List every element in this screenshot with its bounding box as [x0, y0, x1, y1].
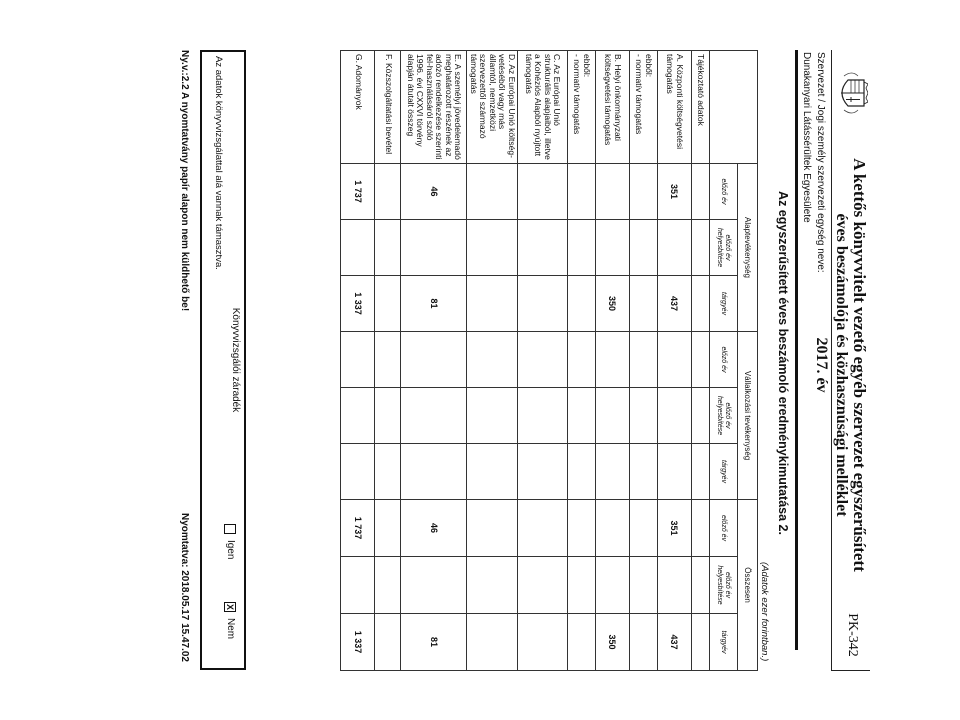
value-cell	[375, 276, 401, 332]
value-cell	[401, 220, 467, 276]
table-row	[401, 51, 467, 671]
value-cell: 1 737	[341, 500, 375, 557]
table-row	[467, 51, 518, 671]
audit-clause-box	[200, 50, 246, 670]
value-cell	[568, 557, 596, 614]
subheader-cell: előző év	[710, 500, 738, 557]
value-cell	[568, 332, 596, 388]
subheader-cell: tárgyév	[710, 276, 738, 332]
coat-of-arms-icon	[834, 58, 868, 128]
value-cell	[401, 557, 467, 614]
value-cell	[467, 276, 518, 332]
row-label: F. Közszolgáltatási bevétel	[375, 51, 401, 164]
value-cell	[596, 557, 630, 614]
value-cell	[596, 332, 630, 388]
value-cell	[692, 164, 710, 220]
table-row	[630, 51, 658, 671]
value-cell	[658, 332, 692, 388]
value-cell	[692, 332, 710, 388]
rotated-form-page	[90, 50, 870, 670]
table-row	[692, 51, 710, 671]
value-cell	[518, 164, 568, 220]
value-cell	[568, 388, 596, 444]
audit-clause-text: Az adatok könyvvizsgálattal alá vannak támasztva.	[213, 56, 224, 270]
form-code: PK-342	[845, 613, 860, 657]
value-cell	[467, 444, 518, 500]
value-cell	[692, 388, 710, 444]
value-cell: 351	[658, 164, 692, 220]
value-cell	[568, 164, 596, 220]
audit-clause-title: Könyvvizsgálói záradék	[230, 307, 241, 413]
subheader-cell: előző év helyesbítése	[710, 557, 738, 614]
value-cell	[658, 220, 692, 276]
value-cell	[692, 276, 710, 332]
value-cell: 1 737	[341, 164, 375, 220]
value-cell	[375, 557, 401, 614]
group-header-total: Összesen	[738, 500, 758, 671]
value-cell	[630, 164, 658, 220]
document-title-line2: éves beszámolója és közhasznúsági melléklet	[833, 213, 850, 517]
value-cell	[467, 500, 518, 557]
subheader-cell: előző év	[710, 332, 738, 388]
audit-yes-checkbox[interactable]	[224, 524, 236, 534]
value-cell	[401, 332, 467, 388]
value-cell	[518, 276, 568, 332]
value-cell: 81	[401, 614, 467, 671]
value-cell	[341, 388, 375, 444]
value-cell	[341, 557, 375, 614]
row-label: D. Az Európai Unió költség-vetéséből vagy más államtól, nemzetközi szervezettől származó támogatás	[467, 51, 518, 164]
value-cell	[518, 332, 568, 388]
organization-name: Dunakanyari Látássérültek Egyesülete	[801, 52, 812, 223]
organization-label: Szervezet / Jogi személy szervezeti egység neve:	[815, 52, 826, 273]
footer-print-timestamp: Nyomtatva: 2018.05.17 15.47.02	[179, 513, 190, 662]
organization-underline	[795, 50, 798, 650]
value-cell	[518, 614, 568, 671]
table-row	[341, 51, 375, 671]
value-cell	[375, 614, 401, 671]
table-row	[375, 51, 401, 671]
value-cell	[568, 444, 596, 500]
row-label: ebből: - normatív támogatás	[568, 51, 596, 164]
value-cell	[596, 388, 630, 444]
value-cell	[692, 614, 710, 671]
subheader-cell: tárgyév	[710, 614, 738, 671]
value-cell	[630, 444, 658, 500]
value-cell	[692, 500, 710, 557]
table-corner	[710, 51, 758, 164]
value-cell	[518, 557, 568, 614]
value-cell: 1 337	[341, 276, 375, 332]
value-cell	[341, 444, 375, 500]
subheader-cell: előző év	[710, 164, 738, 220]
table-body	[341, 51, 710, 671]
subheader-cell: előző év helyesbítése	[710, 388, 738, 444]
value-cell	[630, 557, 658, 614]
audit-no-label: Nem	[225, 618, 236, 640]
value-cell	[630, 276, 658, 332]
value-cell: 350	[596, 276, 630, 332]
subheader-cell: előző év helyesbítése	[710, 220, 738, 276]
row-label: ebből: - normatív támogatás	[630, 51, 658, 164]
value-cell: 350	[596, 614, 630, 671]
value-cell	[401, 444, 467, 500]
value-cell: 1 337	[341, 614, 375, 671]
table-row	[568, 51, 596, 671]
value-cell	[375, 444, 401, 500]
value-cell	[375, 164, 401, 220]
value-cell	[630, 614, 658, 671]
group-header-business: Vállalkozási tevékenység	[738, 332, 758, 500]
footer-version-note: Ny.v.:2.2 A nyomtatvány papír alapon nem küldhető be!	[179, 50, 190, 312]
value-cell	[568, 614, 596, 671]
value-cell	[630, 500, 658, 557]
value-cell	[401, 388, 467, 444]
value-cell	[467, 388, 518, 444]
value-cell	[596, 500, 630, 557]
row-label: A. Központi költségvetési támogatás	[658, 51, 692, 164]
value-cell	[375, 220, 401, 276]
value-cell: 437	[658, 276, 692, 332]
value-cell	[692, 444, 710, 500]
audit-no-checkbox[interactable]: X	[225, 603, 235, 610]
value-cell	[596, 220, 630, 276]
value-cell	[375, 500, 401, 557]
audit-yes-label: Igen	[225, 540, 236, 560]
row-label: C. Az Európai Unió strukturális alapjaiból, illetve a Kohéziós Alapból nyújtott támogatás	[518, 51, 568, 164]
value-cell	[341, 220, 375, 276]
units-note: (Adatok ezer forintban.)	[759, 562, 770, 662]
value-cell	[630, 388, 658, 444]
value-cell	[568, 500, 596, 557]
value-cell	[518, 444, 568, 500]
document-year: 2017. év	[813, 337, 830, 393]
value-cell	[658, 444, 692, 500]
value-cell	[467, 557, 518, 614]
value-cell	[467, 614, 518, 671]
value-cell	[467, 332, 518, 388]
value-cell: 46	[401, 164, 467, 220]
value-cell	[596, 444, 630, 500]
value-cell	[658, 388, 692, 444]
table-row	[596, 51, 630, 671]
value-cell: 46	[401, 500, 467, 557]
value-cell	[568, 276, 596, 332]
table-row	[658, 51, 692, 671]
value-cell	[467, 164, 518, 220]
document-title-line1: A kettős könyvvitelt vezető egyéb szervezet egyszerűsített	[850, 158, 869, 572]
value-cell	[375, 388, 401, 444]
value-cell	[692, 557, 710, 614]
section-title: Az egyszerűsített éves beszámoló eredménykimutatása 2.	[776, 191, 790, 535]
value-cell	[658, 557, 692, 614]
value-cell	[568, 220, 596, 276]
table-row	[518, 51, 568, 671]
row-label: G. Adományok	[341, 51, 375, 164]
value-cell	[630, 332, 658, 388]
value-cell	[518, 500, 568, 557]
row-label: Tájékoztató adatok	[692, 51, 710, 164]
document-title	[832, 130, 868, 600]
row-label: E. A személyi jövedelemadó meghatározott részének az adózó rendelkezése szerinti fel-használásáról szóló 1996. évi CXXVI törvény alapján átutalt összeg	[401, 51, 467, 164]
value-cell	[467, 220, 518, 276]
value-cell	[630, 220, 658, 276]
value-cell	[341, 332, 375, 388]
income-statement-table	[341, 50, 759, 671]
value-cell: 81	[401, 276, 467, 332]
subheader-cell: tárgyév	[710, 444, 738, 500]
group-header-basic: Alaptevékenység	[738, 164, 758, 332]
value-cell	[375, 332, 401, 388]
row-label: B. Helyi önkormányzati költségvetési támogatás	[596, 51, 630, 164]
value-cell: 437	[658, 614, 692, 671]
value-cell	[518, 220, 568, 276]
value-cell	[596, 164, 630, 220]
value-cell	[692, 220, 710, 276]
value-cell	[518, 388, 568, 444]
value-cell: 351	[658, 500, 692, 557]
